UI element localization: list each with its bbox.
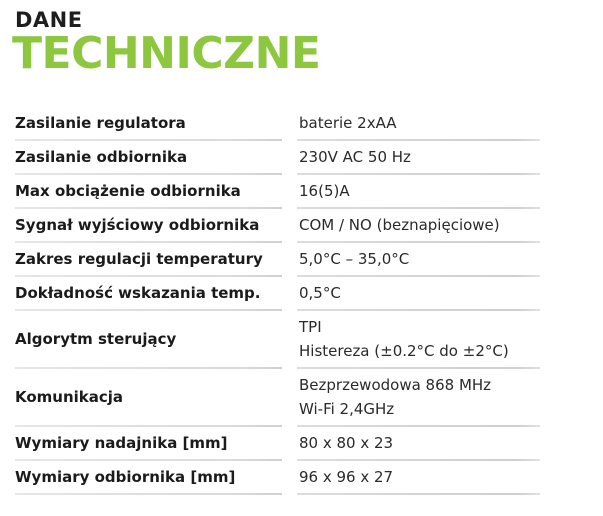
spec-row bbox=[15, 209, 540, 241]
spec-value-line: 5,0°C – 35,0°C bbox=[299, 250, 410, 268]
spec-row bbox=[15, 107, 540, 139]
spec-label: Zasilanie regulatora bbox=[15, 114, 186, 132]
spec-table bbox=[15, 107, 540, 495]
spec-value-line: Bezprzewodowa 868 MHz bbox=[299, 376, 492, 394]
spec-label: Max obciążenie odbiornika bbox=[15, 182, 241, 200]
spec-value-line: 80 x 80 x 23 bbox=[299, 434, 394, 452]
spec-value bbox=[299, 315, 540, 363]
spec-value-line: Wi-Fi 2,4GHz bbox=[299, 400, 395, 418]
spec-value bbox=[299, 213, 540, 237]
spec-value-line: COM / NO (beznapięciowe) bbox=[299, 216, 500, 234]
page-title: TECHNICZNE bbox=[12, 28, 321, 79]
spec-row bbox=[15, 369, 540, 425]
spec-label: Wymiary nadajnika [mm] bbox=[15, 434, 228, 452]
spec-label: Wymiary odbiornika [mm] bbox=[15, 468, 236, 486]
spec-label: Sygnał wyjściowy odbiornika bbox=[15, 216, 260, 234]
spec-value-line: baterie 2xAA bbox=[299, 114, 397, 132]
spec-label: Zakres regulacji temperatury bbox=[15, 250, 263, 268]
spec-row bbox=[15, 427, 540, 459]
spec-value bbox=[299, 281, 540, 305]
spec-value bbox=[299, 465, 540, 489]
spec-row bbox=[15, 175, 540, 207]
spec-value bbox=[299, 431, 540, 455]
spec-row bbox=[15, 141, 540, 173]
spec-row bbox=[15, 243, 540, 275]
spec-row bbox=[15, 277, 540, 309]
spec-value bbox=[299, 111, 540, 135]
spec-value bbox=[299, 373, 540, 421]
spec-value-line: 0,5°C bbox=[299, 284, 341, 302]
spec-label: Zasilanie odbiornika bbox=[15, 148, 188, 166]
spec-label: Dokładność wskazania temp. bbox=[15, 284, 261, 302]
spec-value-line: 230V AC 50 Hz bbox=[299, 148, 411, 166]
spec-value-line: 16(5)A bbox=[299, 182, 350, 200]
spec-value-line: Histereza (±0.2°C do ±2°C) bbox=[299, 342, 509, 360]
spec-label: Komunikacja bbox=[15, 388, 124, 406]
spec-value bbox=[299, 247, 540, 271]
spec-value-line: TPI bbox=[299, 318, 322, 336]
spec-value-line: 96 x 96 x 27 bbox=[299, 468, 394, 486]
spec-value bbox=[299, 145, 540, 169]
spec-label: Algorytm sterujący bbox=[15, 330, 177, 348]
spec-value bbox=[299, 179, 540, 203]
title-line-1: DANE bbox=[15, 8, 83, 32]
spec-row bbox=[15, 461, 540, 493]
row-divider bbox=[15, 493, 540, 495]
spec-row bbox=[15, 311, 540, 367]
